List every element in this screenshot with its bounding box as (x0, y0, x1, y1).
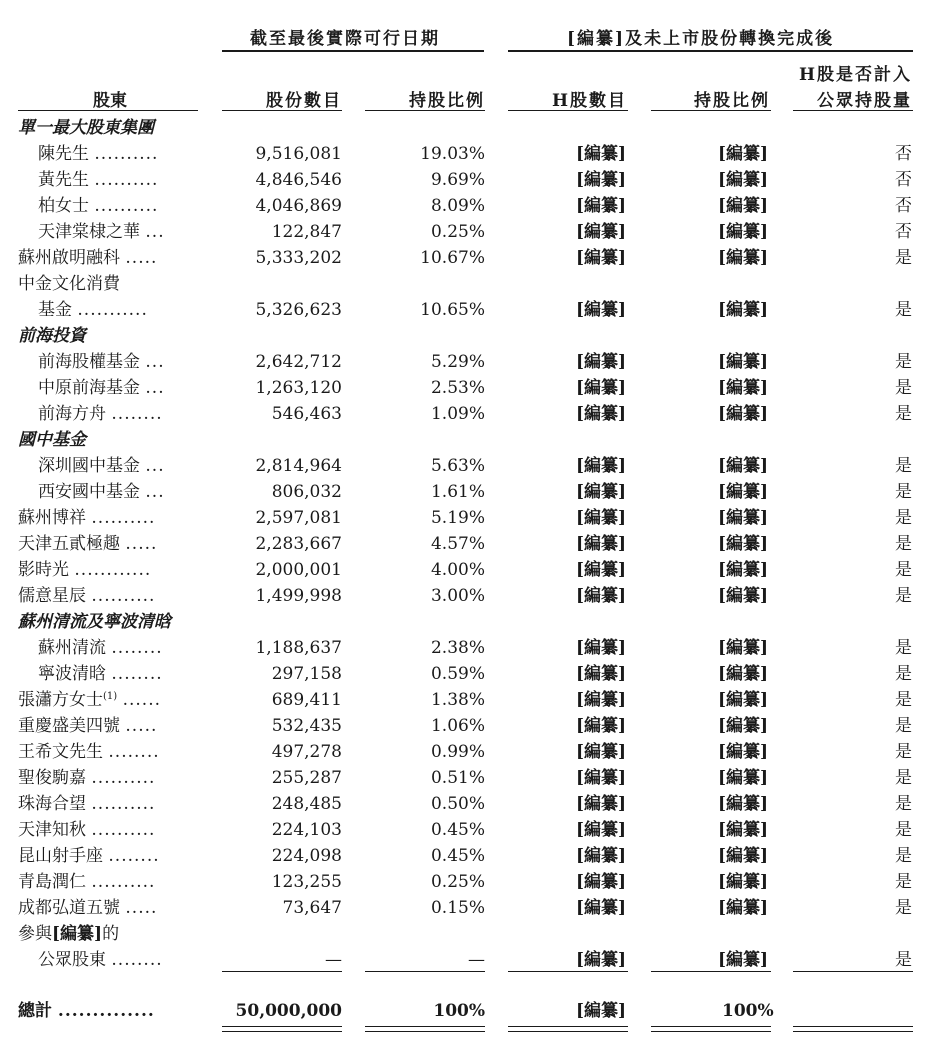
h-percentage-value: [編纂] (718, 638, 769, 658)
subtotal-rule-pct (365, 971, 485, 972)
shares-value: 689,411 (271, 690, 342, 710)
shareholder-name: 黃先生 .......... (38, 170, 159, 190)
h-shares-value: [編纂] (576, 300, 627, 320)
percentage-value: 0.51% (430, 768, 485, 788)
shares-value: 2,814,964 (255, 456, 342, 476)
h-shares-value: [編纂] (576, 404, 627, 424)
public-float-value: 是 (895, 248, 912, 268)
shares-value: 73,647 (282, 898, 342, 918)
table-row (0, 661, 949, 687)
col-header-public-line1: H股是否計入 (798, 65, 912, 85)
shares-value: 255,287 (271, 768, 342, 788)
public-float-value: 是 (895, 664, 912, 684)
h-shares-value: [編纂] (576, 664, 627, 684)
shares-value: 9,516,081 (255, 144, 342, 164)
shares-value: 122,847 (271, 222, 342, 242)
percentage-value: 8.09% (430, 196, 485, 216)
shares-value: 5,333,202 (255, 248, 342, 268)
public-float-value: 是 (895, 378, 912, 398)
col-header-shares: 股份數目 (266, 91, 342, 111)
table-row (0, 167, 949, 193)
h-percentage-value: [編纂] (718, 456, 769, 476)
percentage-value: 1.09% (430, 404, 485, 424)
subtotal-rule-h-shares (508, 971, 628, 972)
table-row (0, 843, 949, 869)
h-percentage-value: [編纂] (718, 742, 769, 762)
col-header-shareholder: 股東 (93, 91, 127, 111)
public-float-value: 否 (895, 196, 912, 216)
col-rule-h-shares (508, 110, 628, 111)
h-shares-value: [編纂] (576, 690, 627, 710)
total-double-rule-h-shares (508, 1026, 628, 1032)
col-header-h-pct: 持股比例 (694, 91, 770, 111)
h-shares-value: [編纂] (576, 248, 627, 268)
h-shares-value: [編纂] (576, 820, 627, 840)
public-float-value: 是 (895, 482, 912, 502)
shares-value: 123,255 (271, 872, 342, 892)
shares-value: 297,158 (271, 664, 342, 684)
shareholder-name: 蘇州清流及寧波清晗 (18, 612, 171, 632)
table-row (0, 531, 949, 557)
group-row (0, 427, 949, 453)
shareholder-name: 柏女士 .......... (38, 196, 159, 216)
col-rule-shareholder (18, 110, 198, 111)
percentage-value: 2.38% (430, 638, 485, 658)
percentage-value: 0.59% (430, 664, 485, 684)
h-percentage-value: [編纂] (718, 664, 769, 684)
shareholder-name: 聖俊駒嘉 .......... (18, 768, 156, 788)
table-row (0, 869, 949, 895)
h-percentage-value: [編纂] (718, 534, 769, 554)
public-float-value: 是 (895, 586, 912, 606)
shares-value: 532,435 (271, 716, 342, 736)
public-float-value: 是 (895, 456, 912, 476)
percentage-value: 10.67% (420, 248, 485, 268)
table-row (0, 817, 949, 843)
group-row (0, 115, 949, 141)
shareholder-name: 昆山射手座 ........ (18, 846, 160, 866)
shares-value: — (325, 950, 342, 970)
shareholder-name: 珠海合望 .......... (18, 794, 156, 814)
h-shares-value: [編纂] (576, 482, 627, 502)
percentage-value: 10.65% (420, 300, 485, 320)
table-row (0, 219, 949, 245)
shares-value: 4,846,546 (255, 170, 342, 190)
h-shares-value: [編纂] (576, 378, 627, 398)
h-percentage-value: [編纂] (718, 586, 769, 606)
h-percentage-value: [編纂] (718, 794, 769, 814)
percentage-value: 0.25% (430, 872, 485, 892)
percentage-value: 5.63% (430, 456, 485, 476)
shareholder-name: 天津知秋 .......... (18, 820, 156, 840)
h-shares-value: [編纂] (576, 638, 627, 658)
shares-value: 2,597,081 (255, 508, 342, 528)
shareholder-name: 蘇州清流 ........ (38, 638, 163, 658)
shareholder-name: 前海方舟 ........ (38, 404, 163, 424)
h-percentage-value: [編纂] (718, 768, 769, 788)
h-shares-value: [編纂] (576, 872, 627, 892)
shareholder-name: 蘇州啟明融科 ..... (18, 248, 158, 268)
table-row (0, 583, 949, 609)
shares-value: 497,278 (271, 742, 342, 762)
percentage-value: 5.19% (430, 508, 485, 528)
table-row (0, 557, 949, 583)
h-shares-value: [編纂] (576, 794, 627, 814)
header-rule-right (508, 50, 913, 52)
h-percentage-value: [編纂] (718, 222, 769, 242)
h-shares-value: [編纂] (576, 716, 627, 736)
footnote-ref: (1) (103, 691, 118, 702)
h-shares-value: [編纂] (576, 534, 627, 554)
shareholder-name: 王希文先生 ........ (18, 742, 160, 762)
percentage-value: 1.38% (430, 690, 485, 710)
table-row (0, 297, 949, 323)
table-row (0, 947, 949, 973)
total-double-rule-pct (365, 1026, 485, 1032)
table-row (0, 375, 949, 401)
public-float-value: 是 (895, 508, 912, 528)
col-rule-public (793, 110, 913, 111)
h-percentage-value: [編纂] (718, 144, 769, 164)
table-row (0, 479, 949, 505)
label-row (0, 271, 949, 297)
public-float-value: 否 (895, 170, 912, 190)
h-shares-value: [編纂] (576, 222, 627, 242)
table-row (0, 895, 949, 921)
h-shares-value: [編纂] (576, 950, 627, 970)
shareholder-name: 前海投資 (18, 326, 86, 346)
shareholder-name: 前海股權基金 ... (38, 352, 165, 372)
total-pct: 100% (433, 1001, 485, 1021)
table-row (0, 765, 949, 791)
percentage-value: 0.45% (430, 820, 485, 840)
col-rule-pct (365, 110, 485, 111)
h-shares-value: [編纂] (576, 352, 627, 372)
shareholder-name: 重慶盛美四號 ..... (18, 716, 158, 736)
shares-value: 4,046,869 (255, 196, 342, 216)
group-row (0, 609, 949, 635)
shareholder-name: 張瀟方女士$^{(1)}$ ...... (18, 690, 162, 710)
subtotal-rule-shares (222, 971, 342, 972)
h-percentage-value: [編纂] (718, 716, 769, 736)
h-shares-value: [編纂] (576, 196, 627, 216)
percentage-value: 9.69% (430, 170, 485, 190)
shareholder-name: 天津棠棣之華 ... (38, 222, 165, 242)
group-row (0, 323, 949, 349)
percentage-value: — (468, 950, 485, 970)
total-double-rule-public (793, 1026, 913, 1032)
percentage-value: 0.50% (430, 794, 485, 814)
col-header-h-shares: H股數目 (551, 91, 627, 111)
public-float-value: 是 (895, 742, 912, 762)
h-shares-value: [編纂] (576, 846, 627, 866)
percentage-value: 1.06% (430, 716, 485, 736)
public-float-value: 是 (895, 690, 912, 710)
h-shares-value: [編纂] (576, 560, 627, 580)
col-rule-shares (222, 110, 342, 111)
h-percentage-value: [編纂] (718, 170, 769, 190)
table-row (0, 739, 949, 765)
col-header-public-line2: 公眾持股量 (817, 91, 912, 111)
shareholder-name: 基金 ........... (38, 300, 148, 320)
public-float-value: 是 (895, 794, 912, 814)
h-percentage-value: [編纂] (718, 196, 769, 216)
shareholder-name: 深圳國中基金 ... (38, 456, 165, 476)
table-row (0, 349, 949, 375)
h-shares-value: [編纂] (576, 898, 627, 918)
shareholder-name: 單一最大股東集團 (18, 118, 154, 138)
shares-value: 2,000,001 (255, 560, 342, 580)
percentage-value: 4.57% (430, 534, 485, 554)
shares-value: 546,463 (271, 404, 342, 424)
h-shares-value: [編纂] (576, 170, 627, 190)
shareholder-name: 寧波清晗 ........ (38, 664, 163, 684)
shareholder-name: 中金文化消費 (18, 274, 120, 294)
shareholder-name: 儒意星辰 .......... (18, 586, 156, 606)
shares-value: 224,103 (271, 820, 342, 840)
shareholder-name: 影時光 ............ (18, 560, 152, 580)
total-h-pct: 100% (722, 1001, 774, 1021)
public-float-value: 是 (895, 300, 912, 320)
shareholder-name: 中原前海基金 ... (38, 378, 165, 398)
public-float-value: 否 (895, 222, 912, 242)
public-float-value: 是 (895, 872, 912, 892)
col-header-pct: 持股比例 (409, 91, 485, 111)
subtotal-rule-public (793, 971, 913, 972)
percentage-value: 0.99% (430, 742, 485, 762)
table-row (0, 193, 949, 219)
h-percentage-value: [編纂] (718, 352, 769, 372)
total-double-rule-h-pct (651, 1026, 771, 1032)
table-row (0, 791, 949, 817)
table-row (0, 141, 949, 167)
header-rule-left (222, 50, 484, 52)
public-float-value: 是 (895, 898, 912, 918)
shares-value: 2,283,667 (255, 534, 342, 554)
shareholder-name: 陳先生 .......... (38, 144, 159, 164)
total-row (0, 998, 949, 1024)
h-shares-value: [編纂] (576, 742, 627, 762)
h-shares-value: [編纂] (576, 144, 627, 164)
shares-value: 224,098 (271, 846, 342, 866)
table-row (0, 245, 949, 271)
public-float-value: 是 (895, 768, 912, 788)
shareholder-name: 參與[編纂]的 (18, 924, 120, 944)
table-row (0, 713, 949, 739)
percentage-value: 0.15% (430, 898, 485, 918)
h-percentage-value: [編纂] (718, 560, 769, 580)
public-float-value: 是 (895, 638, 912, 658)
h-percentage-value: [編纂] (718, 482, 769, 502)
col-rule-h-pct (651, 110, 771, 111)
h-percentage-value: [編纂] (718, 404, 769, 424)
public-float-value: 否 (895, 144, 912, 164)
table-row (0, 401, 949, 427)
group-header-after-conversion: [編纂]及未上市股份轉換完成後 (567, 29, 835, 49)
shares-value: 806,032 (271, 482, 342, 502)
percentage-value: 0.45% (430, 846, 485, 866)
percentage-value: 1.61% (430, 482, 485, 502)
percentage-value: 0.25% (430, 222, 485, 242)
table-row (0, 505, 949, 531)
public-float-value: 是 (895, 846, 912, 866)
shares-value: 1,499,998 (255, 586, 342, 606)
subtotal-rule-h-pct (651, 971, 771, 972)
h-shares-value: [編纂] (576, 768, 627, 788)
total-shares: 50,000,000 (235, 1001, 342, 1021)
shares-value: 5,326,623 (255, 300, 342, 320)
table-row (0, 635, 949, 661)
h-percentage-value: [編纂] (718, 820, 769, 840)
label-row (0, 921, 949, 947)
shareholder-name: 蘇州博祥 .......... (18, 508, 156, 528)
percentage-value: 4.00% (430, 560, 485, 580)
total-double-rule-shares (222, 1026, 342, 1032)
public-float-value: 是 (895, 820, 912, 840)
public-float-value: 是 (895, 716, 912, 736)
percentage-value: 19.03% (420, 144, 485, 164)
shareholder-name: 天津五貳極趣 ..... (18, 534, 158, 554)
h-percentage-value: [編纂] (718, 950, 769, 970)
percentage-value: 2.53% (430, 378, 485, 398)
table-row (0, 687, 949, 713)
shareholder-name: 國中基金 (18, 430, 86, 450)
shares-value: 248,485 (271, 794, 342, 814)
shareholder-name: 成都弘道五號 ..... (18, 898, 158, 918)
h-percentage-value: [編纂] (718, 300, 769, 320)
h-shares-value: [編纂] (576, 586, 627, 606)
public-float-value: 是 (895, 404, 912, 424)
h-percentage-value: [編纂] (718, 846, 769, 866)
h-percentage-value: [編纂] (718, 248, 769, 268)
shares-value: 1,188,637 (255, 638, 342, 658)
public-float-value: 是 (895, 534, 912, 554)
shareholder-name: 西安國中基金 ... (38, 482, 165, 502)
public-float-value: 是 (895, 560, 912, 580)
h-percentage-value: [編纂] (718, 378, 769, 398)
shareholder-name: 青島潤仁 .......... (18, 872, 156, 892)
group-header-latest-date: 截至最後實際可行日期 (250, 29, 440, 49)
shareholder-name: 公眾股東 ........ (38, 950, 163, 970)
h-percentage-value: [編纂] (718, 872, 769, 892)
public-float-value: 是 (895, 950, 912, 970)
h-shares-value: [編纂] (576, 456, 627, 476)
h-percentage-value: [編纂] (718, 690, 769, 710)
h-shares-value: [編纂] (576, 508, 627, 528)
public-float-value: 是 (895, 352, 912, 372)
shares-value: 2,642,712 (255, 352, 342, 372)
table-row (0, 453, 949, 479)
shares-value: 1,263,120 (255, 378, 342, 398)
percentage-value: 5.29% (430, 352, 485, 372)
percentage-value: 3.00% (430, 586, 485, 606)
h-percentage-value: [編纂] (718, 898, 769, 918)
total-h-shares: [編纂] (576, 1001, 627, 1021)
total-label: 總計 .............. (18, 1001, 155, 1021)
h-percentage-value: [編纂] (718, 508, 769, 528)
